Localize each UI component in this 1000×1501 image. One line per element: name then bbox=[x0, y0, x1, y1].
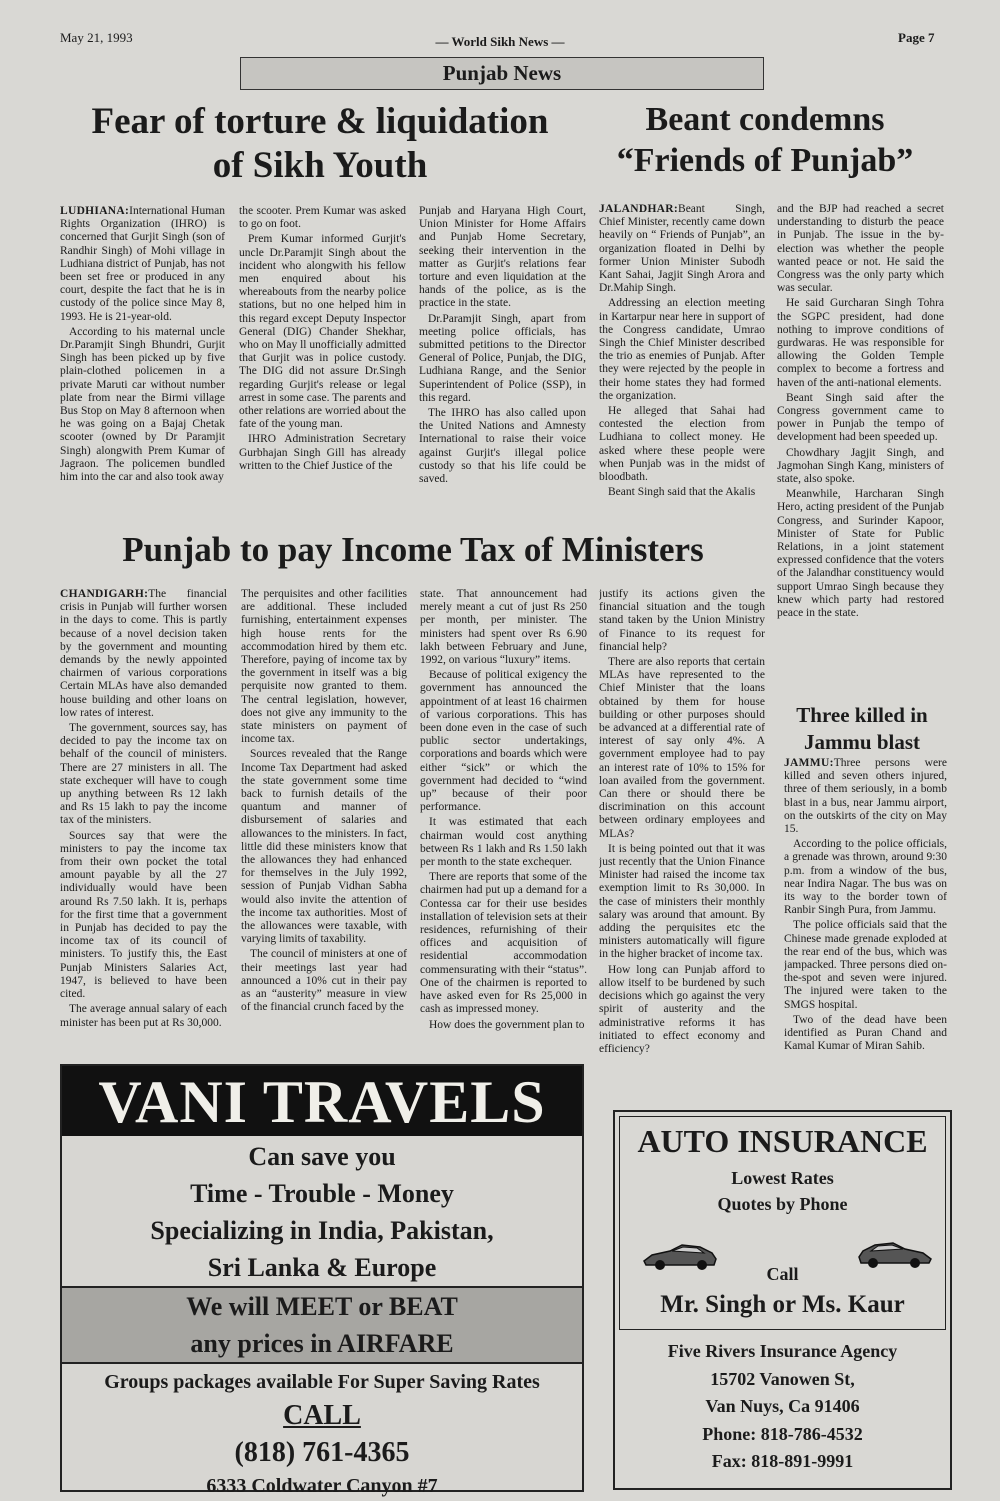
story3-column-4 bbox=[599, 588, 765, 1088]
issue-date: May 21, 1993 bbox=[60, 30, 133, 45]
vani-ad-line: We will MEET or BEAT bbox=[186, 1292, 458, 1321]
auto-ad-line: Lowest Rates bbox=[731, 1168, 834, 1188]
vani-ad-line: any prices in AIRFARE bbox=[190, 1329, 454, 1358]
story3-paragraph: It was estimated that each chairman would cost anything between Rs 1 lakh and Rs 1.50 lakh per month to the state exchequer. bbox=[420, 816, 587, 869]
section-title: Punjab News bbox=[240, 57, 764, 90]
story1-paragraph: According to his maternal uncle Dr.Paramjit Singh Bhundri, Gurjit Singh has been picked up by five plain-clothed policemen in a private Maruti car without number plate from near the Birmi village Bus Stop on May 8 afternoon when he was going on a Bajaj Chetak scooter (owned by Dr Paramjit Singh) alongwith Prem Kumar of Jagraon. The policemen bundled him into the car and also took away bbox=[60, 325, 225, 484]
vani-ad-line: Groups packages available For Super Saving Rates bbox=[104, 1371, 540, 1393]
vani-ad-title: VANI TRAVELS bbox=[62, 1066, 582, 1136]
auto-ad-fax: Fax: 818-891-9991 bbox=[711, 1451, 854, 1471]
story2-paragraph: Beant Singh said that the Akalis bbox=[608, 486, 756, 499]
story3-column-2 bbox=[241, 588, 407, 1063]
story3-paragraph: There are also reports that certain MLAs have represented to the Chief Minister that the loans obtained by them for house building or other purposes should be advanced at a differential rate of interest of say only 4%. A government employee had to pay an interest rate of 10% to 15% for loan availed from the government. Can there or should there be discrimination on this account between ordinary employees and MLAs? bbox=[599, 656, 765, 840]
story1-headline-line1: Fear of torture & liquidation bbox=[91, 101, 549, 142]
vani-ad-line: Specializing in India, Pakistan, bbox=[150, 1216, 494, 1245]
story2-headline-line2: “Friends of Punjab” bbox=[616, 141, 914, 179]
auto-ad-title: AUTO INSURANCE bbox=[637, 1123, 928, 1159]
story3-column-3 bbox=[420, 588, 587, 1063]
story4-headline-line2: Jammu blast bbox=[803, 730, 921, 754]
auto-ad-call: Call bbox=[766, 1264, 799, 1284]
story2-paragraph: Meanwhile, Harcharan Singh Hero, acting president of the Punjab Congress, and Surinder Kapoor, Minister of State for Public Relations, in a joint statement expressed confidence that the voters of the Jalandhar constituency would support Umrao Singh because they knew which party had restored peace in the state. bbox=[777, 488, 944, 620]
story4-dateline: JAMMU: bbox=[784, 757, 834, 769]
page-number: Page 7 bbox=[898, 30, 935, 45]
story1-column-1 bbox=[60, 205, 225, 519]
story1-column-3 bbox=[419, 205, 586, 519]
auto-ad-top-box bbox=[619, 1116, 946, 1330]
story2-paragraph: JALANDHAR:Beant Singh, Chief Minister, recently came down heavily on “ Friends of Punjab”, an organization floated in Delhi by former Union Minister Subodh Kant Sahai, Jagjit Singh Arora and Dr.Mahip Singh. bbox=[599, 203, 765, 295]
vani-ad-phone: (818) 761-4365 bbox=[234, 1437, 410, 1468]
story3-paragraph: justify its actions given the financial situation and the tough stand taken by the Union Ministry of Finance to its request for financial help? bbox=[599, 588, 765, 653]
story3-headline: Punjab to pay Income Tax of Ministers bbox=[122, 530, 704, 569]
story4-paragraph: According to the police officials, a grenade was thrown, around 9:30 p.m. from a window of the bus, near Indira Nagar. The bus was on its way to the border town of Ranbir Singh Pura, from Jammu. bbox=[784, 838, 947, 917]
story2-column-1 bbox=[599, 203, 765, 513]
story2-paragraph: Beant Singh said after the Congress government came to power in Punjab the tempo of development had been speeded up. bbox=[777, 391, 944, 444]
story4-body bbox=[784, 757, 947, 1087]
story1-paragraph: Punjab and Haryana High Court, Union Minister for Home Affairs and Punjab Home Secretary, seeking their intervention in the matter as Gurjit's relations fear torture and even liquidation at the hands of the police, as is the practice in the state. bbox=[419, 205, 586, 310]
auto-ad-names: Mr. Singh or Ms. Kaur bbox=[660, 1291, 905, 1318]
story4-paragraph: Two of the dead have been identified as Puran Chand and Kamal Kumar of Miran Sahib. bbox=[784, 1013, 947, 1053]
story1-paragraph: the scooter. Prem Kumar was asked to go on foot. bbox=[239, 205, 406, 231]
auto-ad-street: 15702 Vanowen St, bbox=[710, 1368, 855, 1389]
story2-paragraph: Chowdhary Jagjit Singh, and Jagmohan Singh Kang, ministers of state, also spoke. bbox=[777, 446, 944, 486]
vani-ad-line: Time - Trouble - Money bbox=[190, 1179, 454, 1208]
story2-paragraph: and the BJP had reached a secret understanding to disturb the peace in Punjab. The issue in the by-election was whether the people wanted peace or not. He said the Congress was the only party which was secular. bbox=[777, 203, 944, 295]
auto-ad-phone: Phone: 818-786-4532 bbox=[702, 1423, 863, 1444]
story4-headline-line1: Three killed in bbox=[796, 703, 928, 727]
vani-ad-line: Can save you bbox=[248, 1142, 396, 1171]
story3-paragraph: How does the government plan to bbox=[429, 1018, 585, 1031]
newspaper-name: — World Sikh News — bbox=[435, 34, 565, 49]
vani-ad-address: 6333 Coldwater Canyon #7 bbox=[206, 1475, 438, 1497]
story2-column-2 bbox=[777, 203, 944, 693]
story2-headline bbox=[590, 100, 940, 182]
auto-insurance-ad bbox=[613, 1110, 952, 1490]
story1-paragraph: Prem Kumar informed Gurjit's uncle Dr.Paramjit Singh about the incident who alongwith his fellow men enquired about his whereabouts from the nearby police stations, but no one helped him in this regard except Deputy Inspector General (DIG) Chander Shekhar, who on May ll unofficially admitted that Gurjit was in police custody. The DIG did not assure Dr.Singh regarding Gurjit's release or legal arrest in some case. The parents and other relations are worried about the fate of the young man. bbox=[239, 233, 406, 431]
vani-ad-call: CALL bbox=[283, 1400, 361, 1431]
story2-headline-line1: Beant condemns bbox=[645, 101, 885, 138]
story4-paragraph: The police officials said that the Chinese made grenade exploded at the rear end of the bus, which was jampacked. Three persons died on-the-spot and seven were injured. The injured were taken to the SMGS hospital. bbox=[784, 919, 947, 1011]
story3-paragraph: How long can Punjab afford to allow itself to be burdened by such decisions which go against the very spirit of austerity and the administrative reforms it has initiated to effect economy and efficiency? bbox=[599, 963, 765, 1055]
story3-paragraph: Sources say that were the ministers to pay the income tax from their own pocket the total amount payable by all the 27 individually would have been around Rs 7.50 lakh. It is, perhaps for the first time that a government in Punjab has decided to pay the income tax of its council of ministers. To justify this, the East Punjab Ministers Salaries Act, 1947, is believed to have been cited. bbox=[60, 829, 227, 1001]
story3-paragraph: The government, sources say, has decided to pay the income tax on behalf of the council of ministers. There are 27 ministers in all. The state exchequer will have to cough up anything between Rs 12 lakh and Rs 15 lakh to pay the income tax of the ministers. bbox=[60, 722, 227, 827]
story1-dateline: LUDHIANA: bbox=[60, 205, 130, 217]
story2-paragraph: He said Gurcharan Singh Tohra the SGPC president, had done nothing to improve conditions of gurdwaras. He was responsible for allowing the Golden Temple complex to become a fortress and haven of the anti-national elements. bbox=[777, 297, 944, 389]
auto-ad-city: Van Nuys, Ca 91406 bbox=[705, 1396, 860, 1416]
story2-paragraph: Addressing an election meeting in Kartarpur near here in support of the Congress candidate, Umrao Singh the Chief Minister described the trio as enemies of Punjab. After they were rejected by the people in their home states they had formed the organization. bbox=[599, 297, 765, 402]
vani-travels-ad bbox=[60, 1064, 584, 1497]
story1-paragraph: IHRO Administration Secretary Gurbhajan Singh Gill has already written to the Chief Justice of the bbox=[239, 433, 406, 472]
story4-paragraph: JAMMU:Three persons were killed and seven others injured, three of them seriously, in a bomb blast in a bus, near Jammu airport, on the outskirts of the city on May 15. bbox=[784, 757, 947, 836]
story2-paragraph: He alleged that Sahai had contested the election from Ludhiana to collect money. He asked where these people were when Punjab was in the midst of bloodbath. bbox=[599, 405, 765, 484]
story4-headline bbox=[777, 702, 947, 756]
story3-paragraph: The council of ministers at one of their meetings last year had announced a 10% cut in their pay as an “austerity” measure in view of the financial crunch faced by the bbox=[241, 948, 407, 1014]
story3-paragraph: There are reports that some of the chairmen had put up a demand for a Contessa car for their use besides installation of television sets at their residences, refurnishing of their offices and acquisition of residential accommodation commensurating with their “status”. One of the chairmen is reported to have asked even for Rs 25,000 in cash as impressed money. bbox=[420, 871, 587, 1016]
auto-ad-contact bbox=[615, 1338, 950, 1476]
story1-paragraph: The IHRO has also called upon the United Nations and Amnesty International to raise their voice against Gurjit's illegal police custody so that his life could be saved. bbox=[419, 407, 586, 486]
story1-paragraph: Dr.Paramjit Singh, apart from meeting police officials, has submitted petitions to the Director General of Police, Punjab, the DIG, Ludhiana Range, and the Senior Superintendent of Police (SSP), in this regard. bbox=[419, 312, 586, 404]
vani-ad-line: Sri Lanka & Europe bbox=[207, 1253, 437, 1282]
vani-ad-highlight-band bbox=[62, 1286, 582, 1364]
story3-paragraph: Because of political exigency the government has announced the appointment of at least 16 chairmen of various corporations. This has been done even in the case of such public sector undertakings, corporations and boards which were either “sick” or which the government had decided to “wind up” because of their poor performance. bbox=[420, 669, 587, 814]
story3-column-1 bbox=[60, 588, 227, 1063]
auto-ad-agency: Five Rivers Insurance Agency bbox=[667, 1341, 898, 1361]
story3-paragraph: Sources revealed that the Range Income Tax Department had asked the state government some time back to furnish details of the quantum and manner of disbursement of salaries and allowances to the ministers. In fact, little did these ministers know that the allowances they had enhanced for themselves in the July 1992, session of Punjab Vidhan Sabha would also invite the attention of the income tax authorities. Most of the allowances were taxable, with varying limits of taxability. bbox=[241, 748, 407, 946]
story1-paragraph: LUDHIANA:International Human Rights Organization (IHRO) is concerned that Gurjit Singh (son of Randhir Singh) of Mohi village in Ludhiana district of Punjab, has not been set free or produced in any court, despite the fact that he is in custody of the police since May 8, 1993. He is 21-year-old. bbox=[60, 205, 225, 323]
story3-paragraph: The perquisites and other facilities are additional. These included furnishing, entertainment expenses high house rents for the accommodation hired by them etc. Therefore, paying of income tax by the government in itself was a big perquisite now granted to them. The central legislation, however, does not give any immunity to the state ministers on payment of income tax. bbox=[241, 588, 407, 746]
story1-headline bbox=[60, 100, 580, 189]
auto-ad-line: Quotes by Phone bbox=[717, 1194, 848, 1214]
story3-paragraph: The average annual salary of each minister has been put at Rs 30,000. bbox=[60, 1003, 227, 1029]
story1-headline-line2: of Sikh Youth bbox=[212, 145, 428, 187]
story3-paragraph: CHANDIGARH:The financial crisis in Punjab will further worsen in the days to come. This is partly because of a novel decision taken by the government and mounting demands by the newly appointed chairmen of various corporations Certain MLAs have also demanded house building and other loans on low rates of interest. bbox=[60, 588, 227, 719]
story3-dateline: CHANDIGARH: bbox=[60, 588, 149, 600]
story3-paragraph: state. That announcement had merely meant a cut of just Rs 250 per month, per minister. The ministers had spent over Rs 6.90 lakh between February and June, 1992, on various “luxury” items. bbox=[420, 588, 587, 667]
story1-column-2 bbox=[239, 205, 406, 519]
story3-paragraph: It is being pointed out that it was just recently that the Union Finance Minister had raised the income tax exemption limit to Rs 30,000. In the case of ministers their monthly salary was around that amount. By adding the perquisites etc the ministers automatically will figure in the higher bracket of income tax. bbox=[599, 842, 765, 961]
story2-dateline: JALANDHAR: bbox=[599, 203, 679, 215]
